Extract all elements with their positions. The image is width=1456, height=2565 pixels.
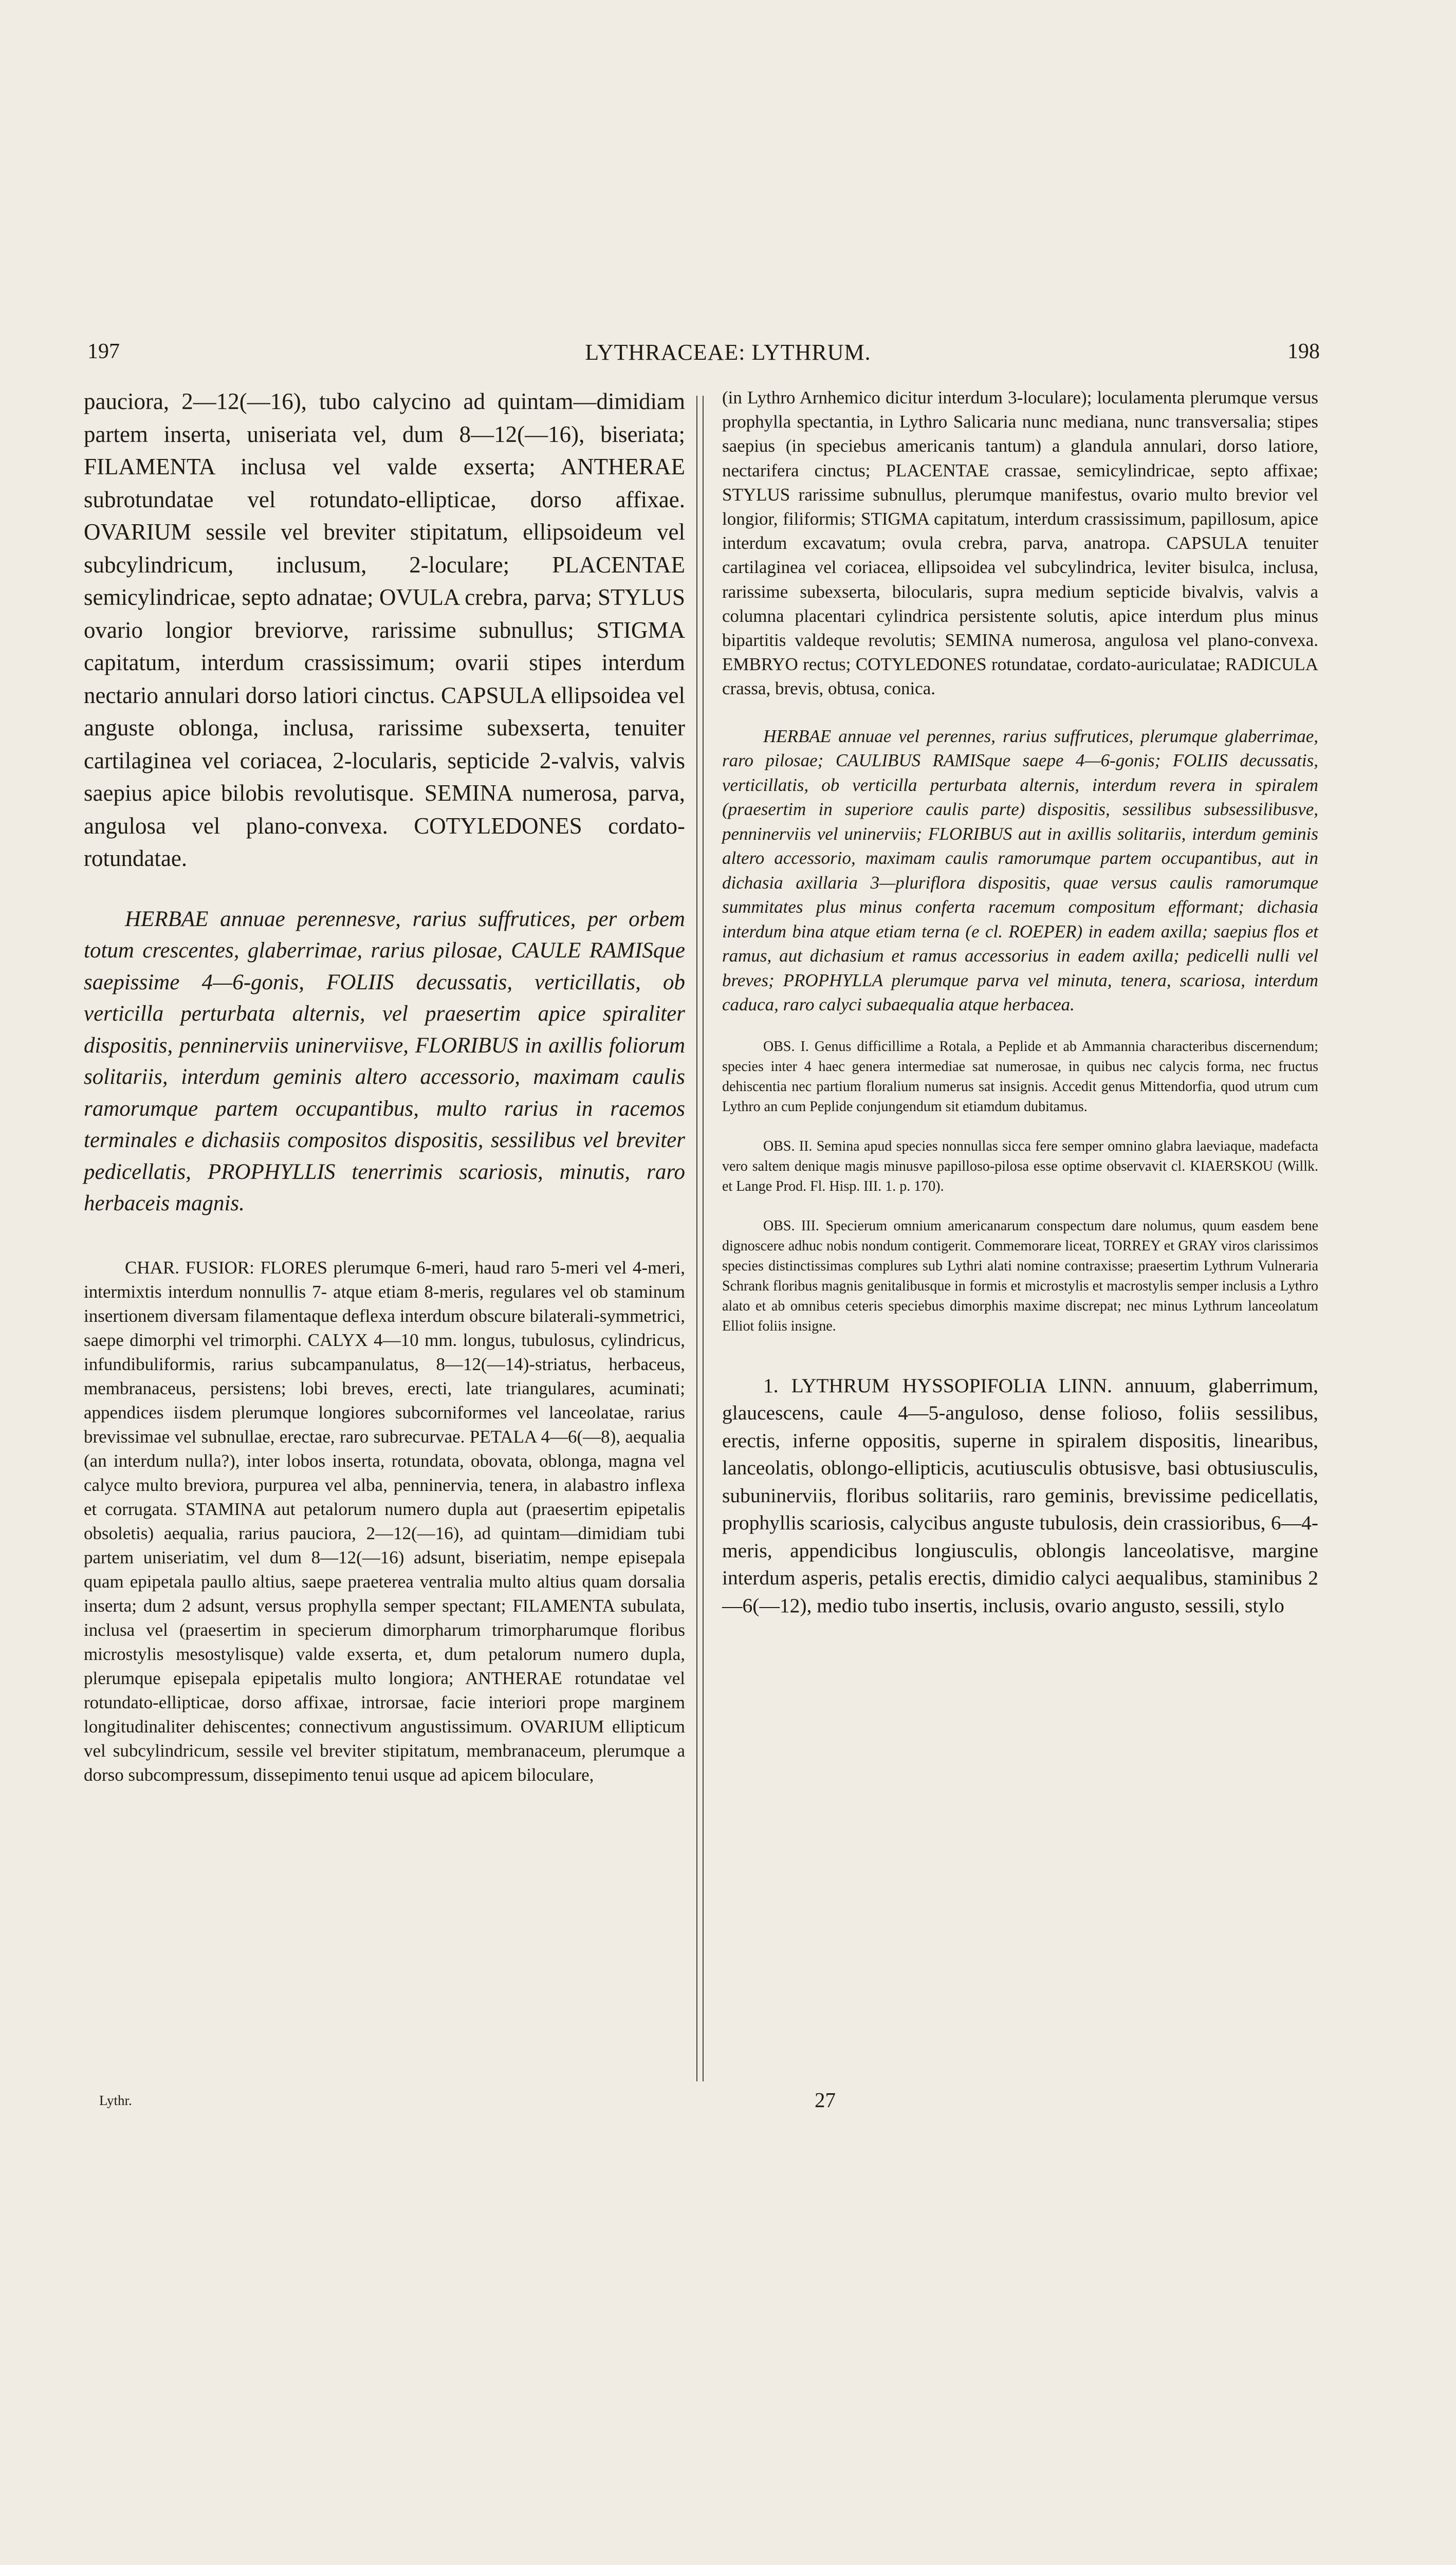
right-column xyxy=(722,375,1318,1619)
sheet-number: 27 xyxy=(815,2088,836,2112)
habit-description-right: HERBAE annuae vel perennes, rarius suffrutices, plerumque glaberrimae, raro pilosae; CAULIBUS RAMISque saepe 4—6-gonis; FOLIIS decussatis, verticillatis, ob verticilla perturbata alternis, interdum revera in spiralem (praesertim in superiore caulis parte) dispositis, sessilibus subsessilibusve, penninerviis vel uninerviis; FLORIBUS aut in axillis solitariis, interdum geminis altero accessorio, maximam caulis ramorumque partem occupantibus, aut in dichasia axillaria 3—pluriflora dispositis, quae versus caulis ramorumque summitates plus minus conferta racemum compositum efformant; dichasia interdum bina atque etiam terna (e cl. ROEPER) in eadem axilla; saepius flos et ramus, aut dichasium et ramus accessorius in eadem axilla; pedicelli nulli vel breves; PROPHYLLA plerumque parva vel minuta, tenera, scariosa, interdum caduca, raro calyci subaequalia atque herbacea. xyxy=(722,726,1318,1015)
observation-2: OBS. II. Semina apud species nonnullas sicca fere semper omnino glabra laeviaque, madefacta vero saltem denique magis minusve papilloso-pilosa esse optime observavit cl. KIAERSKOU (Willk. et Lange Prod. Fl. Hisp. III. 1. p. 170). xyxy=(722,1138,1318,1194)
left-page-number: 197 xyxy=(87,340,120,363)
genus-description-continued: pauciora, 2—12(—16), tubo calycino ad quintam—dimidiam partem inserta, uniseriata vel, dum 8—12(—16), biseriata; FILAMENTA inclusa vel valde exserta; ANTHERAE subrotundatae vel rotundato-ellipticae, dorso affixae. OVARIUM sessile vel breviter stipitatum, ellipsoideum vel subcylindricum, inclusum, 2-loculare; PLACENTAE semicylindricae, septo adnatae; OVULA crebra, parva; STYLUS ovario longior breviorve, rarissime subnullus; STIGMA capitatum, interdum crassissimum; ovarii stipes interdum nectario annulari dorso latiori cinctus. CAPSULA ellipsoidea vel anguste oblonga, inclusa, rarissime subexserta, tenuiter cartilaginea vel coriacea, 2-locularis, septicide 2-valvis, valvis saepius apice bilobis revolutisque. SEMINA numerosa, parva, angulosa vel plano-convexa. COTYLEDONES cordato-rotundatae. xyxy=(84,389,685,871)
habit-description: HERBAE annuae perennesve, rarius suffrutices, per orbem totum crescentes, glaberrimae, rarius pilosae, CAULE RAMISque saepissime 4—6-gonis, FOLIIS decussatis, verticillatis, ob verticilla perturbata alternis, vel praesertim apice spiraliter dispositis, penninerviis uninerviisve, FLORIBUS in axillis foliorum solitariis, interdum geminis altero accessorio, maximam caulis ramorumque partem occupantibus, multo rarius in racemos terminales e dichasiis compositos dispositis, sessilibus vel breviter pedicellatis, PROPHYLLIS tenerrimis scariosis, minutis, raro herbaceis magnis. xyxy=(84,907,685,1215)
observation-3: OBS. III. Specierum omnium americanarum conspectum dare nolumus, quum easdem bene dignoscere adhuc nobis nondum contigerit. Commemorare liceat, TORREY et GRAY viros clarissimos species distinctissimas complures sub Lythri alati nomine contraxisse; praesertim Lythrum Vulneraria Schrank floribus magnis genitalibusque in formis et microstylis et macrostylis semper inclusis a Lythro alato et ab omnibus ceteris speciebus dimorphis maxime discrepat; nec minus Lythrum lanceolatum Elliot foliis insigne. xyxy=(722,1217,1318,1334)
species-entry: 1. LYTHRUM HYSSOPIFOLIA LINN. annuum, glaberrimum, glaucescens, caule 4—5-anguloso, dense folioso, foliis sessilibus, erectis, inferne oppositis, superne in spiralem dispositis, linearibus, lanceolatis, oblongo-ellipticis, acutiusculis obtusisve, basi obtusiusculis, subuninerviis, floribus solitariis, raro geminis, brevissime pedicellatis, prophyllis scariosis, calycibus anguste tubulosis, dein crassioribus, 6—4-meris, appendicibus longiusculis, oblongis lanceolatisve, margine interdum asperis, petalis erectis, dimidio calyci aequalibus, staminibus 2—6(—12), medio tubo insertis, inclusis, ovario angusto, sessili, stylo xyxy=(722,1374,1318,1617)
observation-1: OBS. I. Genus difficillime a Rotala, a Peplide et ab Ammannia characteribus discernendum; species inter 4 haec genera intermediae sat numerosae, in quibus nec calycis forma, nec fructus dehiscentia nec partium floralium numerus sat insignis. Accedit genus Mittendorfia, quod utrum cum Lythro an cum Peplide conjungendum sit etiamdum dubitamus. xyxy=(722,1038,1318,1115)
running-title: LYTHRACEAE: LYTHRUM. xyxy=(585,340,871,365)
right-page-number: 198 xyxy=(1287,340,1320,363)
character-fusior: CHAR. FUSIOR: FLORES plerumque 6-meri, haud raro 5-meri vel 4-meri, intermixtis interdum nonnullis 7- atque etiam 8-meris, regulares vel ob staminum insertionem diversam filamentaque deflexa interdum obscure bilaterali-symmetrici, saepe dimorphi vel trimorphi. CALYX 4—10 mm. longus, tubulosus, cylindricus, infundibuliformis, rarius subcampanulatus, 8—12(—14)-striatus, herbaceus, membranaceus, persistens; lobi breves, erecti, late triangulares, acuminati; appendices iisdem plerumque longiores subcorniformes vel lanceolatae, rarius brevissimae vel subnullae, erectae, raro subrecurvae. PETALA 4—6(—8), aequalia (an interdum nulla?), inter lobos inserta, rotundata, obovata, oblonga, magna vel calyce multo breviora, purpurea vel alba, penninervia, tenera, in alabastro inflexa et corrugata. STAMINA aut petalorum numero dupla aut (praesertim epipetalis obsoletis) aequalia, rarius pauciora, 2—12(—16), ad quintam—dimidiam tubi partem uniseriatim, vel dum 8—12(—16) adsunt, biseriatim, nempe episepala quam epipetala paullo altius, saepe praeterea ventralia multo altius quam dorsalia inserta; dum 2 adsunt, versus prophylla semper spectant; FILAMENTA subulata, inclusa vel (praesertim in specierum dimorpharum trimorpharumque floribus microstylis mesostylisque) valde exserta, et, dum petalorum numero dupla, plerumque episepala epipetalis multo longiora; ANTHERAE rotundatae vel rotundato-ellipticae, dorso affixae, introrsae, facie interiori prope marginem longitudinaliter dehiscentes; connectivum angustissimum. OVARIUM ellipticum vel subcylindricum, sessile vel breviter stipitatum, membranaceum, plerumque a dorso subcompressum, dissepimento tenui usque ad apicem biloculare, xyxy=(84,1257,685,1785)
character-continued: (in Lythro Arnhemico dicitur interdum 3-loculare); loculamenta plerumque versus prophylla spectantia, in Lythro Salicaria nunc mediana, nunc transversalia; stipes saepius (in speciebus americanis tantum) a glandula annulari, dorso latiore, nectarifera cinctus; PLACENTAE crassae, semicylindricae, septo affixae; STYLUS rarissime subnullus, plerumque manifestus, ovario multo brevior vel longior, filiformis; STIGMA capitatum, interdum crassissimum, papillosum, apice interdum excavatum; ovula crebra, parva, anatropa. CAPSULA tenuiter cartilaginea vel coriacea, ellipsoidea vel subcylindrica, leviter bisulca, inclusa, rarissime subexserta, bilocularis, supra medium septicide bivalvis, valvis a columna placentari cylindrica persistente solutis, apice interdum plus minus bipartitis valdeque revolutis; SEMINA numerosa, angulosa vel plano-convexa. EMBRYO rectus; COTYLEDONES rotundatae, cordato-auriculatae; RADICULA crassa, brevis, obtusa, conica. xyxy=(722,387,1318,699)
left-column xyxy=(84,375,685,1787)
column-divider xyxy=(696,396,704,2081)
signature-mark: Lythr. xyxy=(99,2093,132,2108)
